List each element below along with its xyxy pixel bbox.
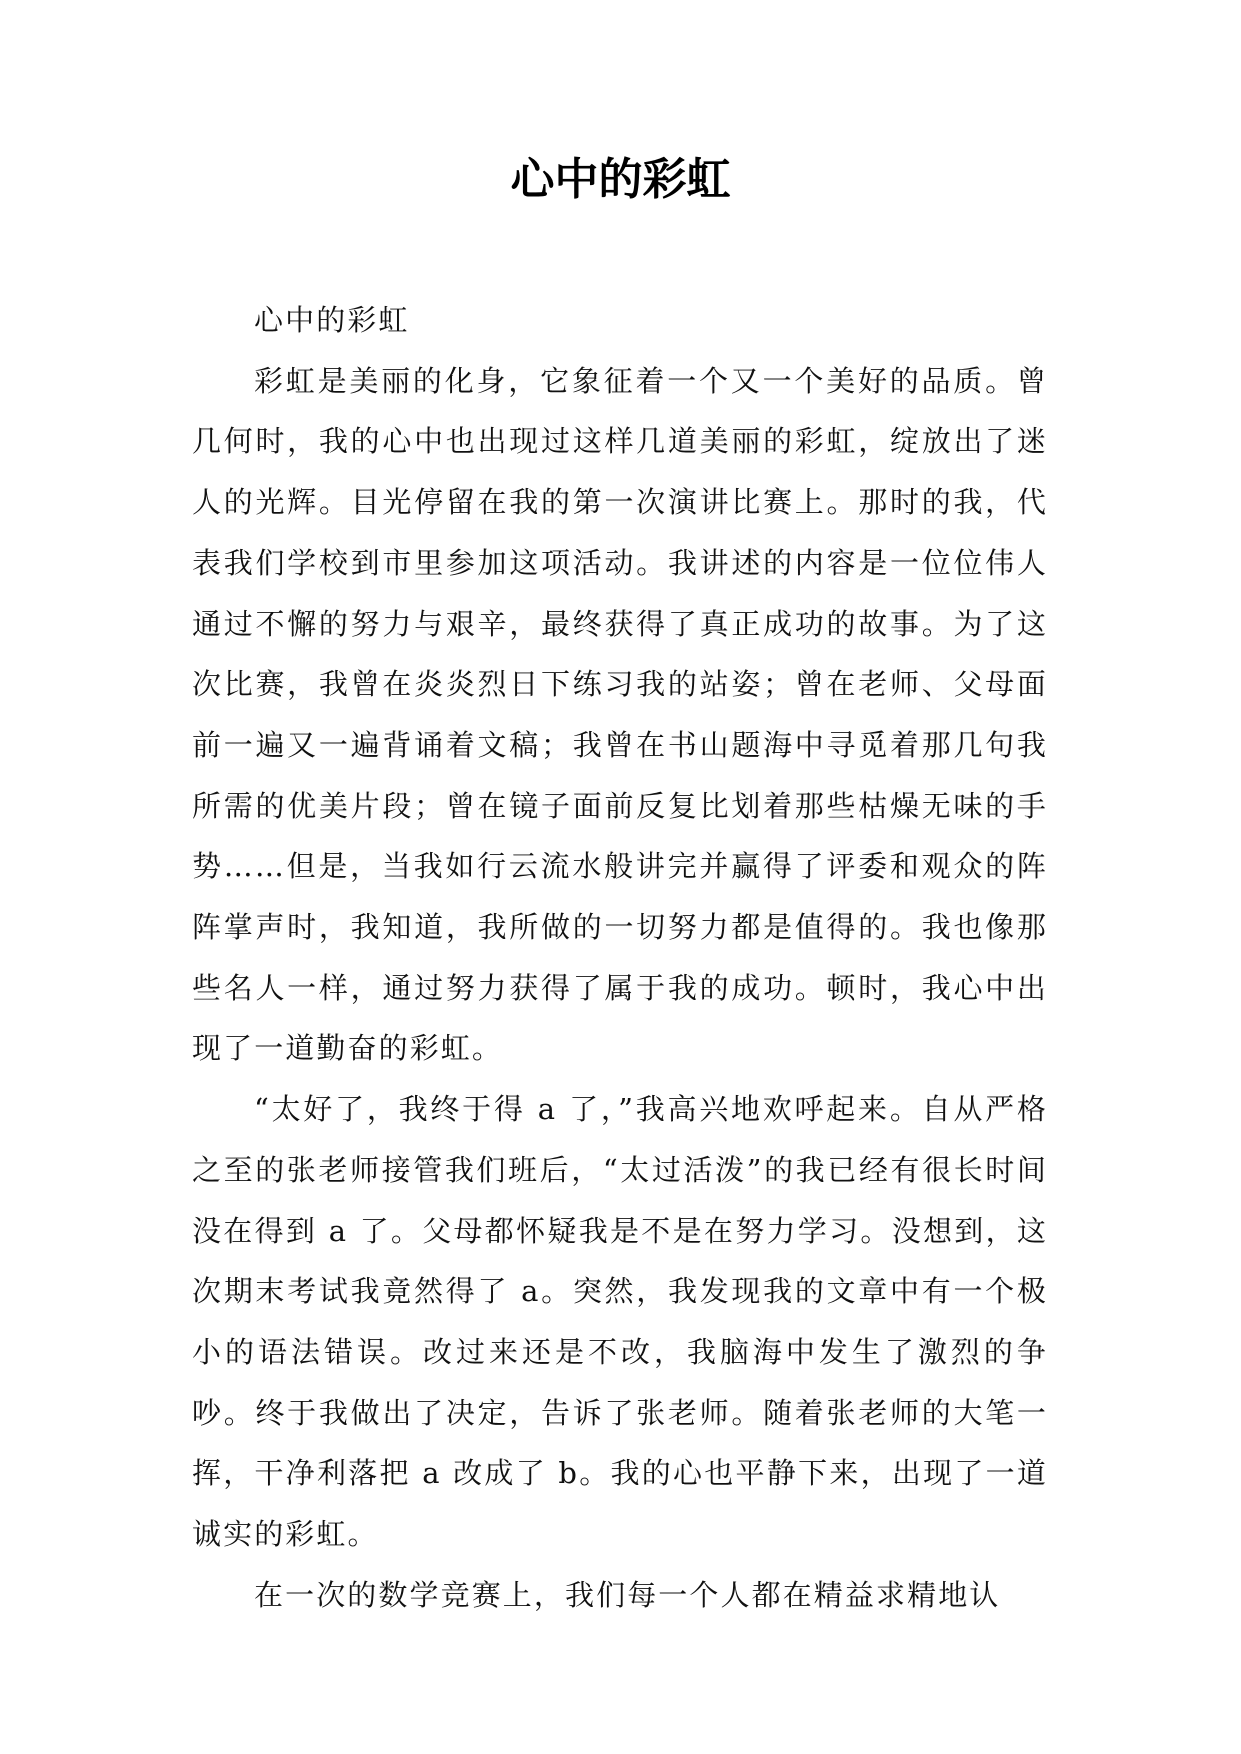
paragraph: 在一次的数学竞赛上，我们每一个人都在精益求精地认	[254, 1577, 1001, 1612]
paragraph-subtitle: 心中的彩虹	[254, 303, 410, 337]
document-body	[192, 290, 1048, 1625]
paragraph: “太好了，我终于得 a 了，”我高兴地欢呼起来。自从严格之至的张老师接管我们班后，“太过活泼”的我已经有很长时间没在得到 a 了。父母都怀疑我是不是在努力学习。没想到，这次期末考试我竟然得了 a。突然，我发现我的文章中有一个极小的语法错误。改过来还是不改，我脑海中发生了激烈的争吵。终于我做出了决定，告诉了张老师。随着张老师的大笔一挥，干净利落把 a 改成了 b。我的心也平静下来，出现了一道诚实的彩虹。	[192, 1092, 1048, 1552]
paragraph: 彩虹是美丽的化身，它象征着一个又一个美好的品质。曾几何时，我的心中也出现过这样几道美丽的彩虹，绽放出了迷人的光辉。目光停留在我的第一次演讲比赛上。那时的我，代表我们学校到市里参加这项活动。我讲述的内容是一位位伟人通过不懈的努力与艰辛，最终获得了真正成功的故事。为了这次比赛，我曾在炎炎烈日下练习我的站姿；曾在老师、父母面前一遍又一遍背诵着文稿；我曾在书山题海中寻觅着那几句我所需的优美片段；曾在镜子面前反复比划着那些枯燥无味的手势……但是，当我如行云流水般讲完并赢得了评委和观众的阵阵掌声时，我知道，我所做的一切努力都是值得的。我也像那些名人一样，通过努力获得了属于我的成功。顿时，我心中出现了一道勤奋的彩虹。	[192, 363, 1048, 1066]
document-title: 心中的彩虹	[510, 154, 731, 205]
